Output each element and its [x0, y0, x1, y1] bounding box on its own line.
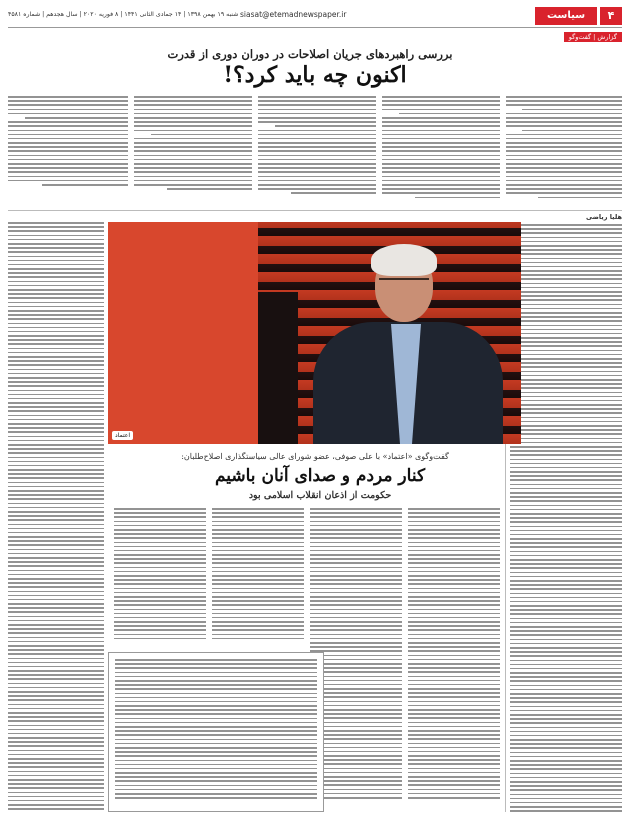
highlight-box: [108, 652, 324, 812]
article-headline: اکنون چه باید کرد؟!: [223, 62, 407, 88]
interview-title: کنار مردم و صدای آنان باشیم: [214, 466, 426, 486]
interview-byline: هلیا ریاضی: [586, 213, 622, 221]
interview-caption: گفت‌وگوی «اعتماد» با علی صوفی، عضو شورای عالی سیاستگذاری اصلاح‌طلبان:: [181, 452, 449, 461]
left-column: [8, 222, 104, 812]
interview-subtitle: حکومت از اذعان انقلاب اسلامی بود: [248, 490, 392, 501]
page-header: [8, 6, 622, 26]
person-glasses: [379, 278, 429, 288]
header-rule: [8, 27, 622, 28]
lower-column-4: [114, 508, 206, 648]
body-column-3: [258, 96, 376, 208]
right-column: [510, 224, 622, 814]
body-column-5: [8, 96, 128, 208]
article-kicker: بررسی راهبردهای جریان اصلاحات در دوران دوری از قدرت: [167, 47, 453, 61]
interviewee-photo: [108, 222, 521, 444]
body-column-2: [382, 96, 500, 208]
issue-dateline: شنبه ۱۹ بهمن ۱۳۹۸ | ۱۴ جمادی الثانی ۱۴۴۱ | ۸ فوریه ۲۰۲۰ | سال هجدهم | شماره ۴۵۸۱: [8, 11, 239, 18]
body-column-4: [134, 96, 252, 208]
person-hair: [371, 244, 437, 276]
lower-column-3: [212, 508, 304, 648]
article-tag: گزارش | گفت‌وگو: [564, 32, 622, 42]
body-column-1: [506, 96, 622, 208]
section-divider: [8, 210, 622, 211]
photo-credit: اعتماد: [112, 431, 133, 440]
page-number: ۴: [600, 7, 622, 25]
photo-red-panel: [108, 222, 258, 444]
lower-column-1: [408, 508, 500, 813]
photo-dark-panel: [258, 292, 298, 444]
highlight-box-text: [115, 659, 317, 807]
section-label: سیاست: [535, 7, 597, 25]
photo-person: [313, 240, 503, 444]
section-email: siasat@etemadnewspaper.ir: [240, 10, 347, 19]
